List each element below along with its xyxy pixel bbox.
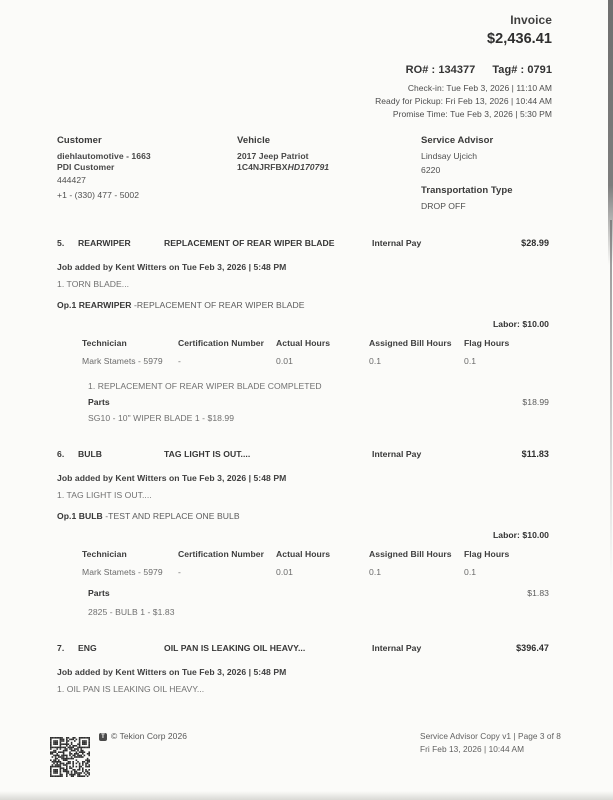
job-number: 5. [57, 238, 65, 248]
flag-hours: 0.1 [464, 567, 477, 577]
col-assigned-bill-hours: Assigned Bill Hours [369, 337, 452, 348]
print-timestamp: Fri Feb 13, 2026 | 10:44 AM [420, 743, 525, 754]
service-advisor-id: 6220 [421, 164, 441, 175]
job-added-line: Job added by Kent Witters on Tue Feb 3, 2026 | 5:48 PM [57, 667, 287, 677]
job-code: BULB [78, 449, 103, 459]
col-certification-number: Certification Number [178, 337, 264, 348]
job-operation [57, 510, 549, 523]
op-description: -REPLACEMENT OF REAR WIPER BLADE [131, 300, 305, 310]
col-flag-hours: Flag Hours [464, 548, 510, 559]
job-title-row [57, 448, 549, 461]
assigned-bill-hours: 0.1 [369, 567, 382, 577]
vehicle-model: 2017 Jeep Patriot [237, 151, 309, 161]
qr-code [50, 737, 90, 777]
job-title-row [57, 642, 549, 655]
parts-label: Parts [88, 588, 110, 598]
invoice-title: Invoice [510, 13, 552, 27]
tekion-logo-icon: T [99, 733, 107, 741]
job-concern: 1. TAG LIGHT IS OUT.... [57, 490, 152, 500]
job-pay-type: Internal Pay [372, 643, 422, 653]
check-in-time: Check-in: Tue Feb 3, 2026 | 11:10 AM [407, 83, 552, 93]
job-story: 1. REPLACEMENT OF REAR WIPER BLADE COMPLETED [88, 381, 322, 391]
job-item-5 [57, 237, 549, 425]
job-description: REPLACEMENT OF REAR WIPER BLADE [164, 238, 335, 248]
parts-label: Parts [88, 396, 110, 407]
job-pay-type: Internal Pay [372, 449, 422, 459]
col-assigned-bill-hours: Assigned Bill Hours [369, 548, 452, 559]
vehicle-heading: Vehicle [237, 135, 271, 146]
op-label: Op.1 BULB [57, 511, 103, 521]
col-certification-number: Certification Number [178, 548, 264, 559]
vin-suffix: HD170791 [287, 161, 330, 172]
invoice-header [375, 13, 552, 121]
technician-name: Mark Stamets - 5979 [82, 356, 163, 366]
parts-amount: $18.99 [522, 396, 549, 407]
job-item-6 [57, 448, 549, 619]
job-description: OIL PAN IS LEAKING OIL HEAVY... [164, 643, 306, 653]
job-amount: $11.83 [521, 449, 549, 459]
job-number: 6. [57, 449, 65, 459]
tech-table-header [82, 548, 549, 561]
job-concern: 1. OIL PAN IS LEAKING OIL HEAVY... [57, 684, 205, 694]
certification-number: - [178, 356, 181, 366]
actual-hours: 0.01 [276, 356, 293, 366]
tech-table-row [82, 355, 549, 368]
customer-section [57, 135, 151, 200]
job-amount: $396.47 [516, 643, 549, 653]
service-advisor-name: Lindsay Ujcich [421, 151, 478, 161]
job-number: 7. [57, 643, 65, 653]
labor-amount: Labor: $10.00 [492, 530, 549, 540]
customer-number: 444427 [57, 175, 86, 185]
transportation-type-value: DROP OFF [421, 201, 466, 211]
customer-name: diehlautomotive - 1663 [57, 151, 151, 161]
op-description: -TEST AND REPLACE ONE BULB [102, 511, 240, 521]
certification-number: - [178, 567, 181, 577]
ro-tag-line [375, 63, 552, 77]
tech-table-header [82, 337, 549, 350]
promise-time: Promise Time: Tue Feb 3, 2026 | 5:30 PM [392, 109, 552, 119]
customer-phone: +1 - (330) 477 - 5002 [57, 189, 140, 200]
copy-info: Service Advisor Copy v1 | Page 3 of 8 [420, 731, 561, 741]
job-added-line: Job added by Kent Witters on Tue Feb 3, 2026 | 5:48 PM [57, 262, 287, 272]
ready-for-pickup-time: Ready for Pickup: Fri Feb 13, 2026 | 10:44 AM [375, 96, 552, 106]
tech-table-row [82, 566, 549, 579]
col-flag-hours: Flag Hours [464, 337, 510, 348]
footer-copyright [99, 730, 187, 743]
job-description: TAG LIGHT IS OUT.... [164, 449, 251, 459]
scan-edge-shadow [610, 220, 612, 580]
parts-row [88, 587, 549, 600]
op-label: Op.1 REARWIPER [57, 300, 132, 310]
job-added-line: Job added by Kent Witters on Tue Feb 3, 2026 | 5:48 PM [57, 473, 287, 483]
col-technician: Technician [82, 337, 127, 348]
transportation-type-heading: Transportation Type [421, 185, 513, 196]
job-code: ENG [78, 643, 97, 653]
assigned-bill-hours: 0.1 [369, 356, 382, 366]
customer-heading: Customer [57, 135, 102, 146]
col-technician: Technician [82, 548, 127, 559]
actual-hours: 0.01 [276, 567, 293, 577]
job-amount: $28.99 [521, 238, 549, 248]
job-pay-type: Internal Pay [372, 238, 422, 248]
scan-edge-shadow [0, 791, 613, 800]
service-advisor-section [421, 135, 513, 212]
technician-name: Mark Stamets - 5979 [82, 567, 163, 577]
job-code: REARWIPER [78, 238, 131, 248]
vin-prefix: 1C4NJRFBX [237, 161, 288, 172]
job-operation [57, 299, 549, 312]
vehicle-vin [237, 162, 329, 173]
customer-type: PDI Customer [57, 161, 115, 172]
col-actual-hours: Actual Hours [276, 337, 331, 348]
parts-amount: $1.83 [527, 588, 549, 598]
vehicle-section [237, 135, 329, 172]
invoice-total: $2,436.41 [487, 31, 552, 47]
part-detail-line: 2825 - BULB 1 - $1.83 [88, 607, 175, 617]
job-title-row [57, 237, 549, 250]
copyright-text: © Tekion Corp 2026 [111, 731, 187, 741]
footer-page-info [420, 730, 561, 755]
tag-number: Tag# : 0791 [492, 64, 552, 76]
parts-row [88, 396, 549, 409]
flag-hours: 0.1 [464, 356, 477, 366]
col-actual-hours: Actual Hours [276, 548, 331, 559]
ro-number: RO# : 134377 [405, 64, 476, 76]
job-concern: 1. TORN BLADE... [57, 279, 130, 289]
service-advisor-heading: Service Advisor [421, 135, 494, 146]
part-detail-line: SG10 - 10" WIPER BLADE 1 - $18.99 [88, 412, 235, 423]
job-item-7 [57, 642, 549, 696]
labor-amount: Labor: $10.00 [492, 319, 549, 329]
